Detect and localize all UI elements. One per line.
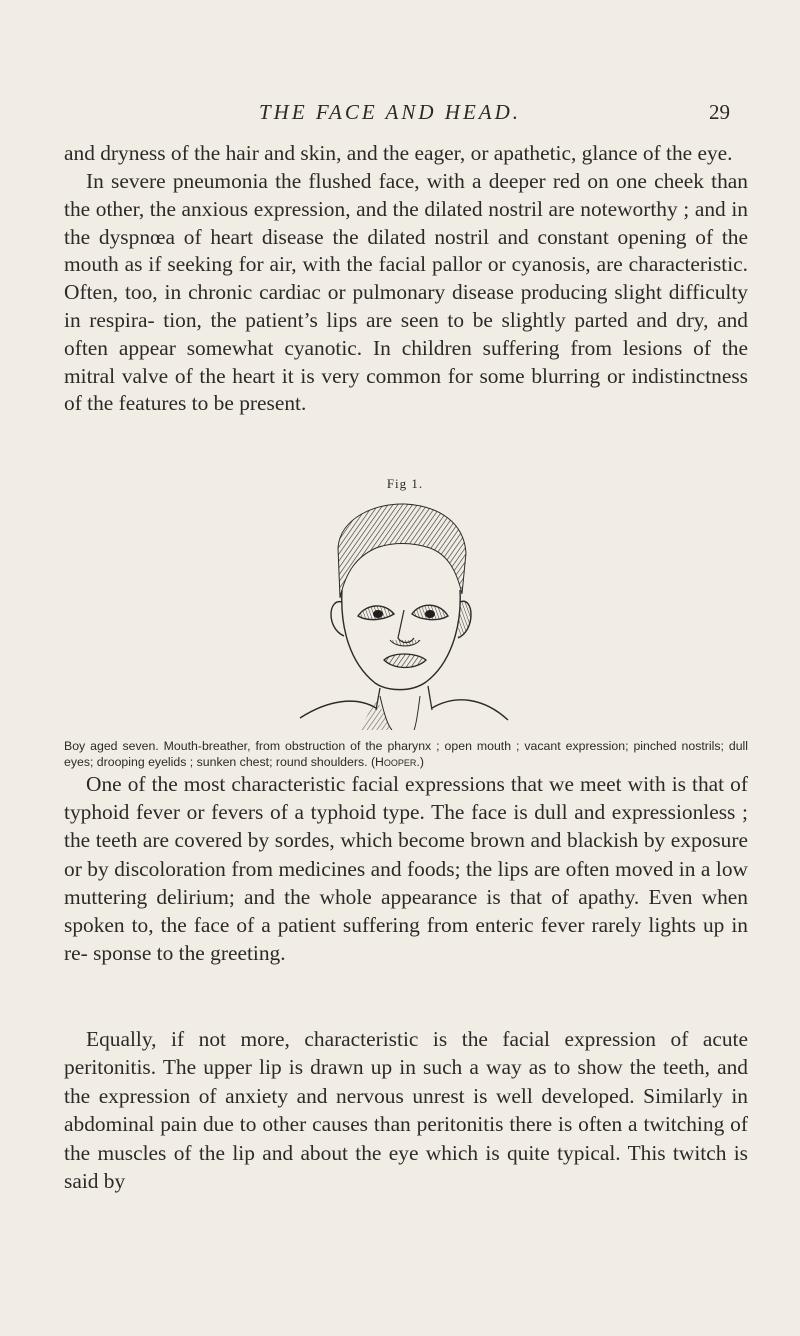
right-ear xyxy=(458,601,471,638)
paragraph-peritonitis: Equally, if not more, characteristic is the facial expression of acute peritonitis. The upper lip is drawn up in such a way as to show the teeth, and the expression of anxiety and nervous unrest is well developed. Similarly in abdominal pain due to other causes than peritonitis there is often a twitching of the muscles of the lip and about the eye which is quite typical. This twitch is said by xyxy=(64,1027,748,1194)
figure-label: Fig 1. xyxy=(386,476,424,491)
page-number: 29 xyxy=(709,100,730,124)
open-mouth xyxy=(384,654,426,668)
running-head: THE FACE AND HEAD. xyxy=(258,100,522,124)
caption-text: Boy aged seven. Mouth-breather, from obstruction of the pharynx ; open mouth ; vacant expression; pinched nostrils; dull eyes; drooping eyelids ; sunken chest; round shoulders. xyxy=(64,739,748,769)
hair-shape xyxy=(338,504,466,598)
nose xyxy=(398,610,414,643)
figure-caption xyxy=(64,738,748,770)
paragraph-continued: and dryness of the hair and skin, and the eager, or apathetic, glance of the eye. xyxy=(64,141,733,165)
face-outline xyxy=(342,590,460,690)
shoulders xyxy=(300,700,508,720)
figure-illustration xyxy=(280,498,520,730)
paragraph-typhoid: One of the most characteristic facial expressions that we meet with is that of typhoid fever or fevers of a typhoid type. The face is dull and expressionless ; the teeth are covered by sordes, which become brown and blackish by exposure or by discoloration from medicines and foods; the lips are often moved in a low muttering delirium; and the whole appearance is that of apathy. Even when spoken to, the face of a patient suffering from enteric fever rarely lights up in re- sponse to the greeting. xyxy=(64,772,748,966)
paragraph-pneumonia: In severe pneumonia the flushed face, with a deeper red on one cheek than the other, the anxious expression, and the dilated nostril are noteworthy ; and in the dyspnœa of heart disease the dilated nostril and constant opening of the mouth as if seeking for air, with the facial pallor or cyanosis, are characteristic. Often, too, in chronic cardiac or pulmonary disease producing slight difficulty in respira- tion, the patient’s lips are seen to be slightly parted and dry, and often appear somewhat cyanotic. In children suffering from lesions of the mitral valve of the heart it is very common for some blurring or indistinctness of the features to be present. xyxy=(64,169,748,416)
caption-credit: (Hooper.) xyxy=(370,755,424,769)
